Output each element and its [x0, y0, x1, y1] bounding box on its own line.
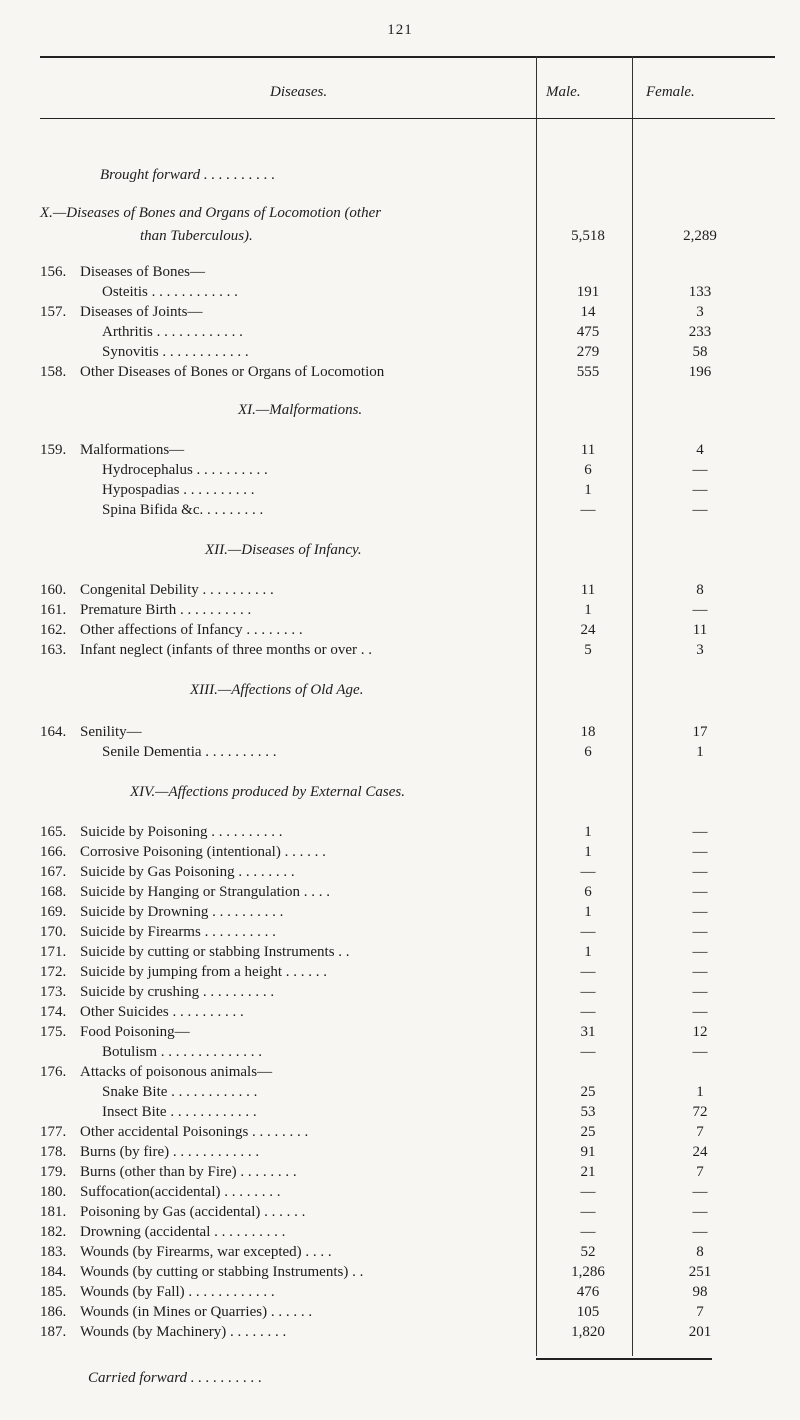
table-row — [40, 842, 775, 862]
female-count: — — [692, 482, 708, 498]
row-number: 185. — [40, 1284, 67, 1300]
top-rule — [40, 56, 775, 58]
row-label: Infant neglect (infants of three months or over . . — [80, 642, 372, 658]
female-count: — — [692, 924, 708, 940]
section-heading — [40, 540, 775, 560]
male-count: 24 — [580, 622, 596, 638]
row-label: Suicide by Gas Poisoning . . . . . . . . — [80, 864, 295, 880]
table-row — [40, 282, 775, 302]
female-count: — — [692, 944, 708, 960]
row-number: 158. — [40, 364, 67, 380]
row-label: Congenital Debility . . . . . . . . . . — [80, 582, 274, 598]
female-count: — — [692, 864, 708, 880]
table-row — [40, 262, 775, 282]
table-row — [40, 480, 775, 500]
row-label: Hydrocephalus . . . . . . . . . . — [102, 462, 268, 478]
row-label: Suicide by jumping from a height . . . . . . — [80, 964, 328, 980]
row-label: XI.—Malformations. — [238, 402, 363, 418]
table-row — [40, 1242, 775, 1262]
male-count: — — [580, 1204, 596, 1220]
section-heading — [40, 782, 775, 802]
row-label: Other affections of Infancy . . . . . . . . — [80, 622, 303, 638]
table-row — [40, 722, 775, 742]
table-row — [40, 1102, 775, 1122]
male-count: 555 — [576, 364, 600, 380]
table-row — [40, 580, 775, 600]
row-number: 187. — [40, 1324, 67, 1340]
table-row — [40, 322, 775, 342]
female-count: — — [692, 1184, 708, 1200]
carry-line — [40, 1368, 775, 1388]
male-count: — — [580, 1224, 596, 1240]
male-count: 53 — [580, 1104, 596, 1120]
row-number: 164. — [40, 724, 67, 740]
male-count: 25 — [580, 1084, 596, 1100]
row-number: 178. — [40, 1144, 67, 1160]
row-label: XIV.—Affections produced by External Cases. — [130, 784, 405, 800]
row-number: 181. — [40, 1204, 67, 1220]
male-count: — — [580, 984, 596, 1000]
female-count: 11 — [692, 622, 708, 638]
row-label: Poisoning by Gas (accidental) . . . . . . — [80, 1204, 306, 1220]
row-label: Brought forward . . . . . . . . . . — [100, 167, 276, 183]
row-number: 162. — [40, 622, 67, 638]
row-number: 169. — [40, 904, 67, 920]
row-number: 174. — [40, 1004, 67, 1020]
male-count: 1 — [584, 602, 592, 618]
table-row — [40, 942, 775, 962]
table-row — [40, 1162, 775, 1182]
section-heading — [40, 680, 775, 700]
row-label: Hypospadias . . . . . . . . . . — [102, 482, 255, 498]
male-count: 1,820 — [571, 1324, 605, 1340]
table-row — [40, 962, 775, 982]
table-row — [40, 882, 775, 902]
row-label: Food Poisoning— — [80, 1024, 190, 1040]
female-count: — — [692, 462, 708, 478]
row-label: Arthritis . . . . . . . . . . . . — [102, 324, 243, 340]
female-count: — — [692, 884, 708, 900]
table-row — [40, 600, 775, 620]
female-count: 201 — [688, 1324, 712, 1340]
male-count: — — [580, 502, 596, 518]
male-count: 191 — [576, 284, 600, 300]
row-number: 170. — [40, 924, 67, 940]
table-row — [40, 742, 775, 762]
row-label: Burns (by fire) . . . . . . . . . . . . — [80, 1144, 260, 1160]
row-label: Suicide by Hanging or Strangulation . . . . — [80, 884, 330, 900]
male-count: 1 — [584, 844, 592, 860]
female-count: — — [692, 824, 708, 840]
table-row — [40, 1122, 775, 1142]
female-count: 58 — [692, 344, 708, 360]
female-count: 133 — [688, 284, 712, 300]
carry-line — [40, 226, 775, 246]
female-count: 2,289 — [683, 228, 717, 244]
row-label: Suicide by Drowning . . . . . . . . . . — [80, 904, 284, 920]
header-rule — [40, 118, 775, 119]
male-count: 279 — [576, 344, 600, 360]
male-count: 21 — [580, 1164, 596, 1180]
row-label: Insect Bite . . . . . . . . . . . . — [102, 1104, 257, 1120]
row-number: 167. — [40, 864, 67, 880]
table-row — [40, 342, 775, 362]
male-count: 475 — [576, 324, 600, 340]
female-count: 72 — [692, 1104, 708, 1120]
female-count: 1 — [696, 744, 704, 760]
male-count: 52 — [580, 1244, 596, 1260]
male-count: — — [580, 1004, 596, 1020]
table-row — [40, 1022, 775, 1042]
table-row — [40, 822, 775, 842]
table-row — [40, 1222, 775, 1242]
male-count: 1,286 — [571, 1264, 605, 1280]
row-number: 183. — [40, 1244, 67, 1260]
male-count: — — [580, 964, 596, 980]
carry-line — [40, 165, 775, 185]
table-row — [40, 500, 775, 520]
row-label: Senility— — [80, 724, 142, 740]
row-label: Corrosive Poisoning (intentional) . . . . . . — [80, 844, 326, 860]
male-count: 14 — [580, 304, 596, 320]
row-label: XIII.—Affections of Old Age. — [190, 682, 364, 698]
row-label: Wounds (by Fall) . . . . . . . . . . . . — [80, 1284, 275, 1300]
section-heading — [40, 203, 775, 223]
row-label: Wounds (by Firearms, war excepted) . . . . — [80, 1244, 332, 1260]
row-number: 161. — [40, 602, 67, 618]
row-number: 176. — [40, 1064, 67, 1080]
row-number: 180. — [40, 1184, 67, 1200]
male-count: 105 — [576, 1304, 600, 1320]
section-heading — [40, 400, 775, 420]
female-count: 8 — [696, 582, 704, 598]
page-number: 121 — [387, 22, 413, 38]
female-count: — — [692, 984, 708, 1000]
row-number: 157. — [40, 304, 67, 320]
row-label: Premature Birth . . . . . . . . . . — [80, 602, 252, 618]
male-count: 18 — [580, 724, 596, 740]
female-count: — — [692, 502, 708, 518]
table-row — [40, 460, 775, 480]
female-count: 7 — [696, 1124, 704, 1140]
female-count: — — [692, 964, 708, 980]
female-count: 24 — [692, 1144, 708, 1160]
female-count: 3 — [696, 642, 704, 658]
table-row — [40, 862, 775, 882]
row-label: than Tuberculous). — [140, 228, 253, 244]
row-number: 172. — [40, 964, 67, 980]
table-row — [40, 1262, 775, 1282]
female-count: — — [692, 1224, 708, 1240]
header-male: Male. — [546, 84, 581, 100]
female-count: 196 — [688, 364, 712, 380]
header-female: Female. — [646, 84, 695, 100]
row-number: 175. — [40, 1024, 67, 1040]
table-row — [40, 902, 775, 922]
table-row — [40, 1042, 775, 1062]
female-count: 4 — [696, 442, 704, 458]
row-label: Other Suicides . . . . . . . . . . — [80, 1004, 244, 1020]
male-count: 5 — [584, 642, 592, 658]
table-row — [40, 620, 775, 640]
table-row — [40, 1002, 775, 1022]
row-number: 160. — [40, 582, 67, 598]
row-label: Other Diseases of Bones or Organs of Locomotion — [80, 364, 385, 380]
table-row — [40, 1302, 775, 1322]
male-count: 6 — [584, 884, 592, 900]
female-count: — — [692, 904, 708, 920]
total-rule — [536, 1358, 712, 1360]
male-count: 25 — [580, 1124, 596, 1140]
row-number: 186. — [40, 1304, 67, 1320]
row-label: XII.—Diseases of Infancy. — [205, 542, 362, 558]
male-count: — — [580, 924, 596, 940]
table-row — [40, 640, 775, 660]
female-count: — — [692, 1044, 708, 1060]
row-number: 173. — [40, 984, 67, 1000]
female-count: — — [692, 844, 708, 860]
row-label: Suicide by cutting or stabbing Instruments . . — [80, 944, 350, 960]
row-label: X.—Diseases of Bones and Organs of Locomotion (other — [40, 205, 382, 221]
row-label: Carried forward . . . . . . . . . . — [88, 1370, 263, 1386]
row-label: Synovitis . . . . . . . . . . . . — [102, 344, 249, 360]
male-count: 476 — [576, 1284, 600, 1300]
row-label: Snake Bite . . . . . . . . . . . . — [102, 1084, 258, 1100]
row-label: Diseases of Joints— — [80, 304, 203, 320]
table-row — [40, 362, 775, 382]
row-label: Spina Bifida &c. . . . . . . . . — [102, 502, 264, 518]
table-row — [40, 1322, 775, 1342]
male-count: 5,518 — [571, 228, 605, 244]
row-label: Other accidental Poisonings . . . . . . . . — [80, 1124, 309, 1140]
row-label: Malformations— — [80, 442, 185, 458]
row-number: 184. — [40, 1264, 67, 1280]
row-label: Suicide by Poisoning . . . . . . . . . . — [80, 824, 283, 840]
female-count: 3 — [696, 304, 704, 320]
male-count: 31 — [580, 1024, 596, 1040]
female-count: 233 — [688, 324, 712, 340]
table-row — [40, 1082, 775, 1102]
male-count: — — [580, 864, 596, 880]
table-row — [40, 302, 775, 322]
female-count: 12 — [692, 1024, 708, 1040]
row-number: 166. — [40, 844, 67, 860]
table-row — [40, 1062, 775, 1082]
male-count: 6 — [584, 744, 592, 760]
female-count: 1 — [696, 1084, 704, 1100]
row-label: Drowning (accidental . . . . . . . . . . — [80, 1224, 286, 1240]
table-row — [40, 1202, 775, 1222]
row-label: Osteitis . . . . . . . . . . . . — [102, 284, 238, 300]
male-count: 1 — [584, 482, 592, 498]
table-row — [40, 1282, 775, 1302]
row-label: Suicide by crushing . . . . . . . . . . — [80, 984, 275, 1000]
row-number: 168. — [40, 884, 67, 900]
row-label: Diseases of Bones— — [80, 264, 205, 280]
row-label: Suffocation(accidental) . . . . . . . . — [80, 1184, 281, 1200]
row-label: Wounds (by cutting or stabbing Instruments) . . — [80, 1264, 364, 1280]
male-count: 91 — [580, 1144, 596, 1160]
female-count: 98 — [692, 1284, 708, 1300]
female-count: — — [692, 1204, 708, 1220]
female-count: 7 — [696, 1164, 704, 1180]
male-count: 1 — [584, 944, 592, 960]
female-count: 8 — [696, 1244, 704, 1260]
row-label: Senile Dementia . . . . . . . . . . — [102, 744, 277, 760]
row-number: 163. — [40, 642, 67, 658]
table-row — [40, 1182, 775, 1202]
row-number: 171. — [40, 944, 67, 960]
female-count: 7 — [696, 1304, 704, 1320]
row-number: 159. — [40, 442, 67, 458]
male-count: 1 — [584, 824, 592, 840]
row-number: 156. — [40, 264, 67, 280]
table-row — [40, 1142, 775, 1162]
female-count: 17 — [692, 724, 708, 740]
row-number: 179. — [40, 1164, 67, 1180]
row-label: Suicide by Firearms . . . . . . . . . . — [80, 924, 276, 940]
row-number: 165. — [40, 824, 67, 840]
male-count: 1 — [584, 904, 592, 920]
table-row — [40, 922, 775, 942]
row-label: Wounds (in Mines or Quarries) . . . . . . — [80, 1304, 313, 1320]
table-row — [40, 982, 775, 1002]
table-row — [40, 440, 775, 460]
row-number: 182. — [40, 1224, 67, 1240]
row-label: Wounds (by Machinery) . . . . . . . . — [80, 1324, 287, 1340]
female-count: — — [692, 602, 708, 618]
female-count: 251 — [688, 1264, 712, 1280]
header-diseases: Diseases. — [270, 84, 328, 100]
row-label: Botulism . . . . . . . . . . . . . . — [102, 1044, 263, 1060]
row-label: Attacks of poisonous animals— — [80, 1064, 273, 1080]
male-count: 11 — [580, 582, 596, 598]
male-count: — — [580, 1184, 596, 1200]
row-number: 177. — [40, 1124, 67, 1140]
female-count: — — [692, 1004, 708, 1020]
male-count: — — [580, 1044, 596, 1060]
row-label: Burns (other than by Fire) . . . . . . . . — [80, 1164, 297, 1180]
male-count: 6 — [584, 462, 592, 478]
male-count: 11 — [580, 442, 596, 458]
